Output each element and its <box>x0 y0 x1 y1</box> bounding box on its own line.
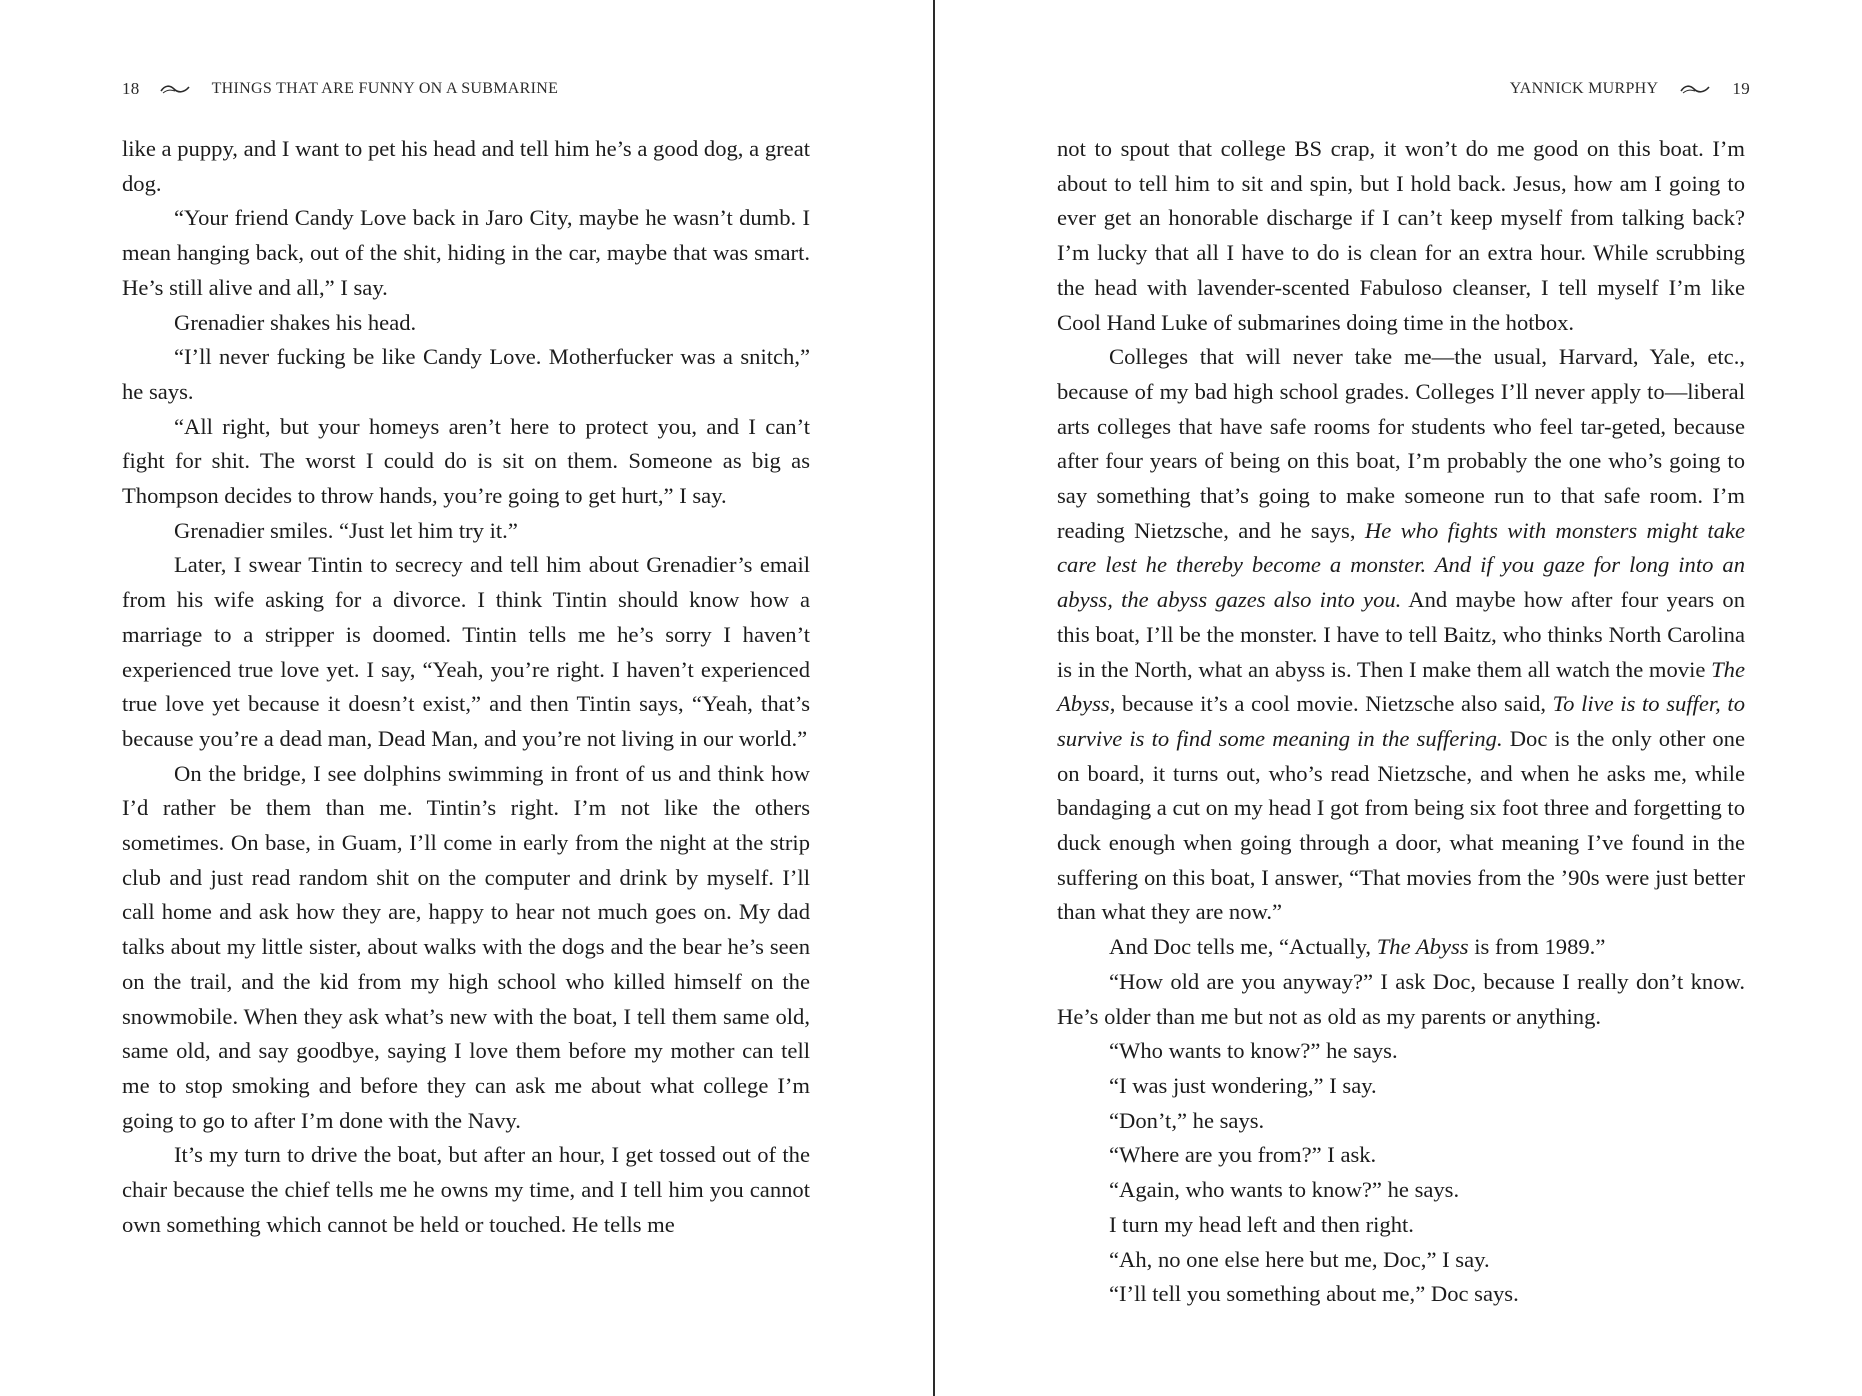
body-text-right <box>1057 132 1745 1312</box>
page-number: 18 <box>122 79 140 98</box>
text-run: And maybe how after four years on this boat, I’ll be the monster. I have to tell Baitz, who thinks North Carolina is in the North, what an abyss is. Then I make them all watch the movie <box>1057 587 1745 682</box>
paragraph: “Don’t,” he says. <box>1109 1107 1265 1133</box>
swash-ornament-icon <box>160 82 190 96</box>
paragraph: On the bridge, I see dolphins swimming in front of us and think how I’d rather be them than me. Tintin’s right. I’m not like the others sometimes. On base, in Guam, I’ll come in early from the night at the strip club and just read random shit on the computer and drink by myself. I’ll call home and ask how they are, happy to hear not much goes on. My dad talks about my little sister, about walks with the dogs and the bear he’s seen on the trail, and the kid from my high school who killed himself on the snowmobile. When they ask what’s new with the boat, I tell them same old, same old, and say goodbye, saying I love them before my mother can tell me to stop smoking and before they can ask me about what college I’m going to go to after I’m done with the Navy. <box>122 760 810 1133</box>
paragraph: “How old are you anyway?” I ask Doc, because I really don’t know. He’s older than me but not as old as my parents or anything. <box>1057 968 1745 1029</box>
text-run: Doc is the only other one on board, it turns out, who’s read Nietzsche, and when he asks me, while bandaging a cut on my head I got from being six foot three and forgetting to duck enough when going through a door, what meaning I’ve found in the suffering on this boat, I answer, “That movies from the ’90s were just better than what they are now.” <box>1057 725 1745 925</box>
italic-film-title: The Abyss <box>1376 934 1469 960</box>
italic-film-title: The Abyss <box>1057 656 1745 717</box>
running-head-left <box>122 78 558 100</box>
page-number: 19 <box>1732 79 1750 98</box>
paragraph: “Who wants to know?” he says. <box>1109 1038 1398 1064</box>
paragraph: “Ah, no one else here but me, Doc,” I say. <box>1109 1246 1490 1272</box>
paragraph: not to spout that college BS crap, it won’t do me good on this boat. I’m about to tell him to sit and spin, but I hold back. Jesus, how am I going to ever get an honorable discharge if I can’t keep myself from talking back? I’m lucky that all I have to do is clean for an extra hour. While scrubbing the head with lavender-scented Fabuloso cleanser, I tell myself I’m like Cool Hand Luke of submarines doing time in the hotbox. <box>1057 136 1745 335</box>
paragraph: “Your friend Candy Love back in Jaro City, maybe he wasn’t dumb. I mean hanging back, out of the shit, hiding in the car, maybe that was smart. He’s still alive and all,” I say. <box>122 205 810 300</box>
paragraph: Grenadier shakes his head. <box>174 309 417 335</box>
italic-quote: To live is to suffer, to survive is to find some meaning in the suffering. <box>1057 691 1745 751</box>
paragraph <box>1057 340 1745 930</box>
paragraph: “I’ll tell you something about me,” Doc says. <box>1109 1281 1519 1307</box>
text-run: , because it’s a cool movie. Nietzsche also said, <box>1109 691 1553 717</box>
paragraph: Grenadier smiles. “Just let him try it.” <box>174 517 518 543</box>
running-title: THINGS THAT ARE FUNNY ON A SUBMARINE <box>211 80 559 97</box>
paragraph: Later, I swear Tintin to secrecy and tell him about Grenadier’s email from his wife asking for a divorce. I think Tintin should know how a marriage to a stripper is doomed. Tintin tells me he’s sorry I haven’t experienced true love yet. I say, “Yeah, you’re right. I haven’t experienced true love yet because it doesn’t exist,” and then Tintin says, “Yeah, that’s because you’re a dead man, Dead Man, and you’re not living in our world.” <box>122 552 810 751</box>
paragraph: “Again, who wants to know?” he says. <box>1109 1177 1460 1203</box>
paragraph: like a puppy, and I want to pet his head and tell him he’s a good dog, a great dog. <box>122 136 810 196</box>
running-title: YANNICK MURPHY <box>1509 80 1659 97</box>
paragraph: “All right, but your homeys aren’t here to protect you, and I can’t fight for shit. The worst I could do is sit on them. Someone as big as Thompson decides to throw hands, you’re going to get hurt,” I say. <box>122 413 810 509</box>
paragraph: “Where are you from?” I ask. <box>1109 1142 1377 1168</box>
text-run: is from 1989.” <box>1468 934 1606 960</box>
paragraph: “I was just wondering,” I say. <box>1109 1072 1377 1098</box>
text-run: And Doc tells me, “Actually, <box>1109 934 1377 960</box>
text-run: Colleges that will never take me—the usual, Harvard, Yale, etc., because of my bad high school grades. Colleges I’ll never apply to—liberal arts colleges that have safe rooms for students who feel tar-geted, because after four years of being on this boat, I’m probably the one who’s going to say something that’s going to make someone run to that safe room. I’m reading Nietzsche, and he says, <box>1057 344 1745 543</box>
swash-ornament-icon <box>1680 82 1710 96</box>
right-page <box>935 0 1862 1396</box>
body-text-left <box>122 132 810 1243</box>
paragraph: It’s my turn to drive the boat, but after an hour, I get tossed out of the chair because the chief tells me he owns my time, and I tell him you cannot own something which cannot be held or touched. He tells me <box>122 1142 810 1237</box>
paragraph: “I’ll never fucking be like Candy Love. Motherfucker was a snitch,” he says. <box>122 344 810 404</box>
paragraph: I turn my head left and then right. <box>1109 1211 1414 1237</box>
italic-quote: He who fights with monsters might take care lest he thereby become a monster. And if you gaze for long into an abyss, the abyss gazes also into you. <box>1057 517 1746 613</box>
paragraph <box>1057 930 1745 965</box>
running-head-right <box>1510 78 1750 100</box>
